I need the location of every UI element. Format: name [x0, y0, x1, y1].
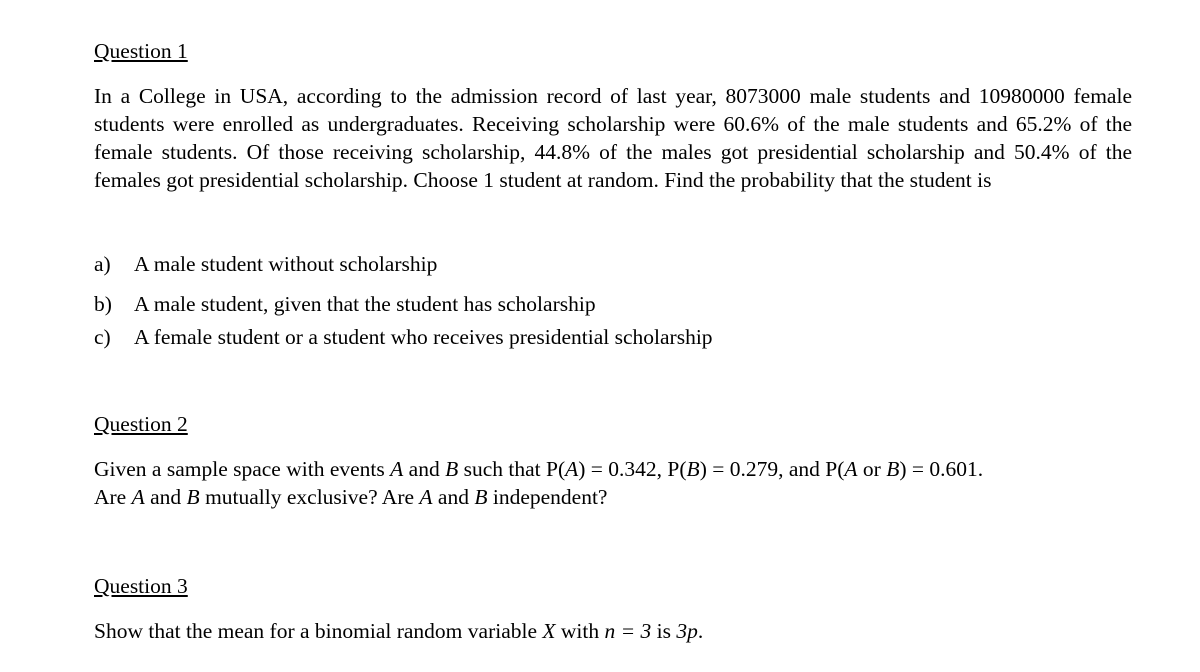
- item-marker: b): [94, 292, 112, 316]
- list-item: [94, 290, 596, 318]
- text: .: [697, 619, 704, 643]
- var-b: B: [686, 457, 700, 481]
- item-text: A male student, given that the student has scholarship: [134, 292, 596, 316]
- question-2-body: [94, 455, 1154, 511]
- var-b: B: [886, 457, 900, 481]
- text: independent?: [487, 485, 608, 509]
- list-item: [94, 250, 437, 278]
- text: Show that the mean for a binomial random variable: [94, 619, 543, 643]
- text: and: [144, 485, 187, 509]
- item-marker: c): [94, 325, 111, 349]
- var-a: A: [565, 457, 579, 481]
- var-a: A: [844, 457, 858, 481]
- var-x: X: [542, 619, 556, 643]
- var-a: A: [131, 485, 145, 509]
- item-marker: a): [94, 252, 111, 276]
- text: ) = 0.601.: [899, 457, 984, 481]
- result: 3p: [676, 619, 698, 643]
- question-3-body: [94, 617, 1132, 645]
- equation: n = 3: [604, 619, 652, 643]
- text: ) = 0.342, P(: [578, 457, 687, 481]
- text: mutually exclusive? Are: [199, 485, 420, 509]
- text: such that P(: [458, 457, 566, 481]
- text: with: [555, 619, 605, 643]
- item-text: A male student without scholarship: [134, 252, 438, 276]
- var-b: B: [474, 485, 488, 509]
- text: and: [403, 457, 446, 481]
- question-2-heading: Question 2: [94, 412, 188, 436]
- item-text: A female student or a student who receives presidential scholarship: [134, 325, 713, 349]
- text: and: [432, 485, 475, 509]
- text: Are: [94, 485, 132, 509]
- text: Given a sample space with events: [94, 457, 391, 481]
- text: ) = 0.279, and P(: [699, 457, 845, 481]
- question-3-heading: Question 3: [94, 574, 188, 598]
- question-1-heading: Question 1: [94, 39, 188, 63]
- var-a: A: [390, 457, 404, 481]
- var-b: B: [445, 457, 459, 481]
- text: is: [651, 619, 677, 643]
- question-1-body: In a College in USA, according to the admission record of last year, 8073000 male students and 10980000 female students were enrolled as undergraduates. Receiving scholarship were 60.6% of the male students and 65.2% of the female students. Of those receiving scholarship, 44.8% of the males got presidential scholarship and 50.4% of the females got presidential scholarship. Choose 1 student at random. Find the probability that the student is: [94, 84, 1132, 192]
- list-item: [94, 323, 713, 351]
- var-b: B: [186, 485, 200, 509]
- var-a: A: [419, 485, 433, 509]
- text: or: [857, 457, 887, 481]
